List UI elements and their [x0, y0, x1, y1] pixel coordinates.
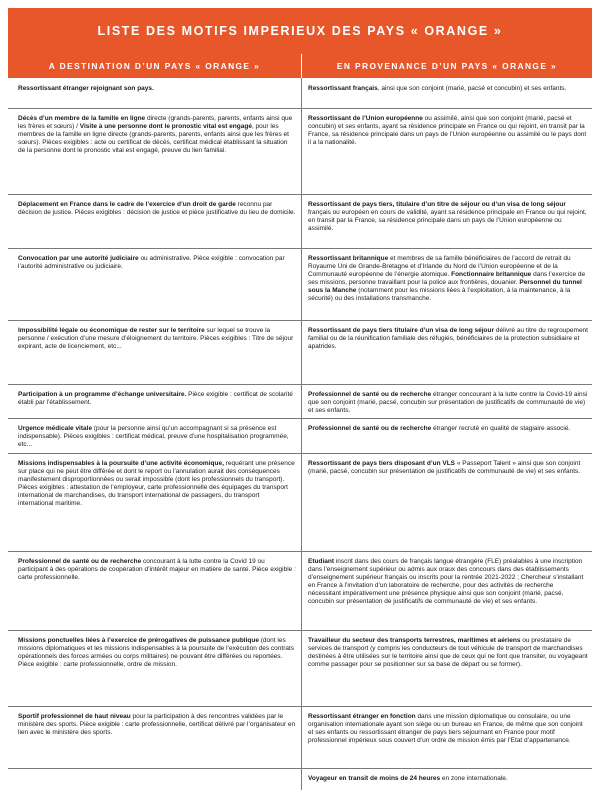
row-separator	[8, 384, 592, 385]
row-12-provenance-cell	[308, 775, 588, 783]
row-6-provenance-cell	[308, 391, 588, 415]
motif-bold-text: Ressortissant de l’Union européenne	[308, 115, 423, 122]
motif-bold-text: Ressortissant étranger rejoignant son pays.	[18, 85, 154, 92]
row-separator	[8, 418, 592, 419]
motif-bold-text: Professionnel de santé ou de recherche	[308, 425, 432, 432]
motif-text: Pièce exigible : certificat de scolarité établi par l’établissement.	[18, 391, 293, 406]
row-8-destination-cell	[18, 460, 296, 508]
column-header-provenance	[302, 54, 592, 78]
motif-text: reconnu par décision de justice. Pièces exigibles : décision de justice et pièce justificative du lieu de domicile.	[18, 201, 296, 216]
row-4-provenance-cell	[308, 255, 588, 303]
row-separator	[8, 108, 592, 109]
motif-bold-text: Fonctionnaire britannique	[451, 271, 532, 278]
row-4-destination-cell	[18, 255, 296, 271]
motif-text: ou assimilé, ainsi que son conjoint (marié, pacsé et concubin) et ses enfants, ayant sa résidence principale en France ou qui rejoint, en transit par la France, sa résidence principale dans un pays de l’Union européenne ou assimilé ou le pays dont il a la nationalité.	[308, 115, 587, 146]
motif-text: concourant à la lutte contre la Covid 19 ou participant à des opérations de coopération d’intérêt majeur en matière de santé. Pièce exigible : carte professionnelle.	[18, 558, 296, 581]
motif-text: inscrit dans des cours de français langue étrangère (FLE) préalables à une inscription dans l’enseignement supérieur ou admis aux oraux des concours dans des établissements d’enseignement supérieur français ou inscrits pour la rentrée 2021-2022 ; Chercheur s’installant en France à l’invitation d’un laboratoire de recherche, pour des activités de recherche nécessitant impérativement une présence physique ainsi que son conjoint (marié, pacsé, concubin sur présentation de justificatifs de communauté de vie) et ses enfants.	[308, 558, 584, 605]
row-2-provenance-cell	[308, 115, 588, 147]
row-10-provenance-cell	[308, 637, 588, 669]
motif-bold-text: Impossibilité légale ou économique de rester sur le territoire	[18, 327, 205, 334]
row-6-destination-cell	[18, 391, 296, 407]
motif-text: « Passeport Talent » ainsi que son conjoint (marié, pacsé, concubin sur présentation de justificatifs de communauté de vie) et ses enfants.	[308, 460, 581, 475]
motif-bold-text: Ressortissant de pays tiers titulaire d’un visa de long séjour	[308, 327, 495, 334]
row-1-destination-cell	[18, 85, 296, 93]
motif-bold-text: Missions indispensables à la poursuite d’une activité économique,	[18, 460, 224, 467]
row-separator	[8, 453, 592, 454]
motif-bold-text: Missions ponctuelles liées à l’exercice de prérogatives de puissance publique	[18, 637, 259, 644]
column-divider	[301, 78, 302, 790]
row-separator	[8, 630, 592, 631]
motif-bold-text: Déplacement en France dans le cadre de l’exercice d’un droit de garde	[18, 201, 236, 208]
motif-text: délivré au titre du regroupement familial ou de la réunification familiale des réfugiés, bénéficiaires de la protection subsidiaire et apatrides.	[308, 327, 588, 350]
motif-bold-text: Personnel du tunnel sous la Manche	[308, 279, 582, 294]
row-8-provenance-cell	[308, 460, 588, 476]
title-banner	[8, 8, 592, 54]
motif-text: en zone internationale.	[440, 775, 508, 782]
motif-text: et membres de sa famille bénéficiaires de l’accord de retrait du Royaume Uni de Grande-Bretagne et d’Irlande du Nord de l’Union européenne et de la Communauté européenne de l’énergie atomique.	[308, 255, 571, 278]
row-1-provenance-cell	[308, 85, 588, 93]
motif-bold-text: Sportif professionnel de haut niveau	[18, 713, 131, 720]
row-5-provenance-cell	[308, 327, 588, 351]
motif-bold-text: Ressortissant de pays tiers, titulaire d’un titre de séjour ou d’un visa de long séjour	[308, 201, 566, 208]
motif-text: (dont les missions diplomatiques et les missions indispensables à la poursuite de l’exécution des contrats opérationnels des forces armées ou corps militaires) ne pouvant être différées ou reportées. Pièce exigible : carte professionnelle, ordre de mission.	[18, 637, 295, 668]
motif-text: étranger concourant à la lutte contre la Covid-19 ainsi que son conjoint (marié, pacsé, concubin sur présentation de justificatifs de communauté de vie) et ses enfants.	[308, 391, 588, 414]
motif-bold-text: Ressortissant français	[308, 85, 378, 92]
column-header-destination-label: A DESTINATION D’UN PAYS « ORANGE »	[48, 61, 261, 71]
row-7-provenance-cell	[308, 425, 588, 433]
row-separator	[8, 551, 592, 552]
row-separator	[8, 768, 592, 769]
row-9-provenance-cell	[308, 558, 588, 606]
row-11-provenance-cell	[308, 713, 588, 745]
row-3-destination-cell	[18, 201, 296, 217]
row-3-provenance-cell	[308, 201, 588, 233]
motif-bold-text: Travailleur du secteur des transports terrestres, maritimes et aériens	[308, 637, 521, 644]
row-9-destination-cell	[18, 558, 296, 582]
motif-text: , pour les membres de la famille en ligne directe (grands-parents, parents, enfants ainsi que les frères et sœurs). Pièces exigibles : acte ou certificat de décès, certificat médical établissant la situation de la personne dont le pronostic vital est engagé, preuve du lien familial.	[18, 123, 289, 154]
motif-bold-text: Ressortissant britannique	[308, 255, 389, 262]
motif-bold-text: Décès d’un membre de la famille en ligne	[18, 115, 146, 122]
motif-text: (notamment pour les missions liées à l’exploitation, à la maintenance, à la sécurité) ou des installations transmanche.	[308, 287, 571, 302]
motif-text: ou administrative. Pièce exigible : convocation par l’autorité administrative ou judiciaire.	[18, 255, 285, 270]
motif-bold-text: Professionnel de santé ou de recherche	[18, 558, 142, 565]
row-5-destination-cell	[18, 327, 296, 351]
motif-text: , ainsi que son conjoint (marié, pacsé et concubin) et ses enfants.	[377, 85, 567, 92]
row-separator	[8, 194, 592, 195]
row-separator	[8, 248, 592, 249]
motif-text: requérant une présence sur place qui ne peut être différée et dont le report ou l’annulation aurait des conséquences manifestement disproportionnées ou serait impossible (dont les professionnels du transport). Pièces exigibles : attestation de l’employeur, carte professionnelle des équipages du transport international de marchandises, du transport international de passagers, du transport international maritime.	[18, 460, 295, 507]
row-11-destination-cell	[18, 713, 296, 737]
motif-text: directe (grands-parents, parents, enfants ainsi que les frères et sœurs) /	[18, 115, 293, 130]
motifs-table	[8, 78, 592, 790]
row-2-destination-cell	[18, 115, 296, 155]
motif-bold-text: Convocation par une autorité judiciaire	[18, 255, 139, 262]
motif-text: sur lequel se trouve la personne / exécution d’une mesure d’éloignement du territoire. Pièces exigibles : Titre de séjour expirant, acte de licenciement, etc...	[18, 327, 294, 350]
motif-text: dans une mission diplomatique ou consulaire, ou une organisation internationale ayant son siège ou un bureau en France, de même que son conjoint et ses enfants ou ressortissant étranger de pays tiers séjournant en France pour motif professionnel impérieux sous couvert d’un ordre de mission émis par l’Etat d’appartenance.	[308, 713, 583, 744]
motif-bold-text: Professionnel de santé ou de recherche	[308, 391, 432, 398]
motif-text: (pour la personne ainsi qu’un accompagnant si sa présence est indispensable). Pièces exigibles : certificat médical, preuve d’une hospitalisation programmée, etc...	[18, 425, 289, 448]
motif-text: français ou européen en cours de validité, ayant sa résidence principale en France ou qui rejoint, en transit par la France, sa résidence principale dans un pays de l’Union européenne ou assimilé.	[308, 209, 587, 232]
motif-bold-text: Participation à un programme d’échange universitaire.	[18, 391, 187, 398]
motif-text: étranger recruté en qualité de stagiaire associé.	[431, 425, 571, 432]
motif-text: dans l’exercice de ses missions, personne travaillant pour la police aux frontières, douanier.	[308, 271, 586, 286]
motif-bold-text: Visite à une personne dont le pronostic vital est engagé	[79, 123, 252, 130]
motif-text: ou prestataire de services de transport (y compris les conducteurs de tout véhicule de transport de marchandises destinées à être utilisées sur le territoire ainsi que de ceux qui ne font que transiter, ou voyageant comme passager pour se positionner sur sa base de départ ou se former).	[308, 637, 588, 668]
row-separator	[8, 320, 592, 321]
motif-bold-text: Urgence médicale vitale	[18, 425, 93, 432]
motif-bold-text: Étudiant	[308, 558, 334, 565]
motif-text: pour la participation à des rencontres validées par le ministère des sports. Pièce exigible : carte professionnelle, certificat délivré par l’organisateur en lien avec le ministère des sports.	[18, 713, 296, 736]
row-10-destination-cell	[18, 637, 296, 669]
column-header-destination	[8, 54, 302, 78]
motif-bold-text: Ressortissant de pays tiers disposant d’un VLS	[308, 460, 456, 467]
document-title: LISTE DES MOTIFS IMPERIEUX DES PAYS « ORANGE »	[97, 24, 503, 38]
column-header-provenance-label: EN PROVENANCE D’UN PAYS « ORANGE »	[336, 61, 558, 71]
motif-bold-text: Voyageur en transit de moins de 24 heures	[308, 775, 441, 782]
row-separator	[8, 706, 592, 707]
motif-bold-text: Ressortissant étranger en fonction	[308, 713, 416, 720]
row-7-destination-cell	[18, 425, 296, 449]
